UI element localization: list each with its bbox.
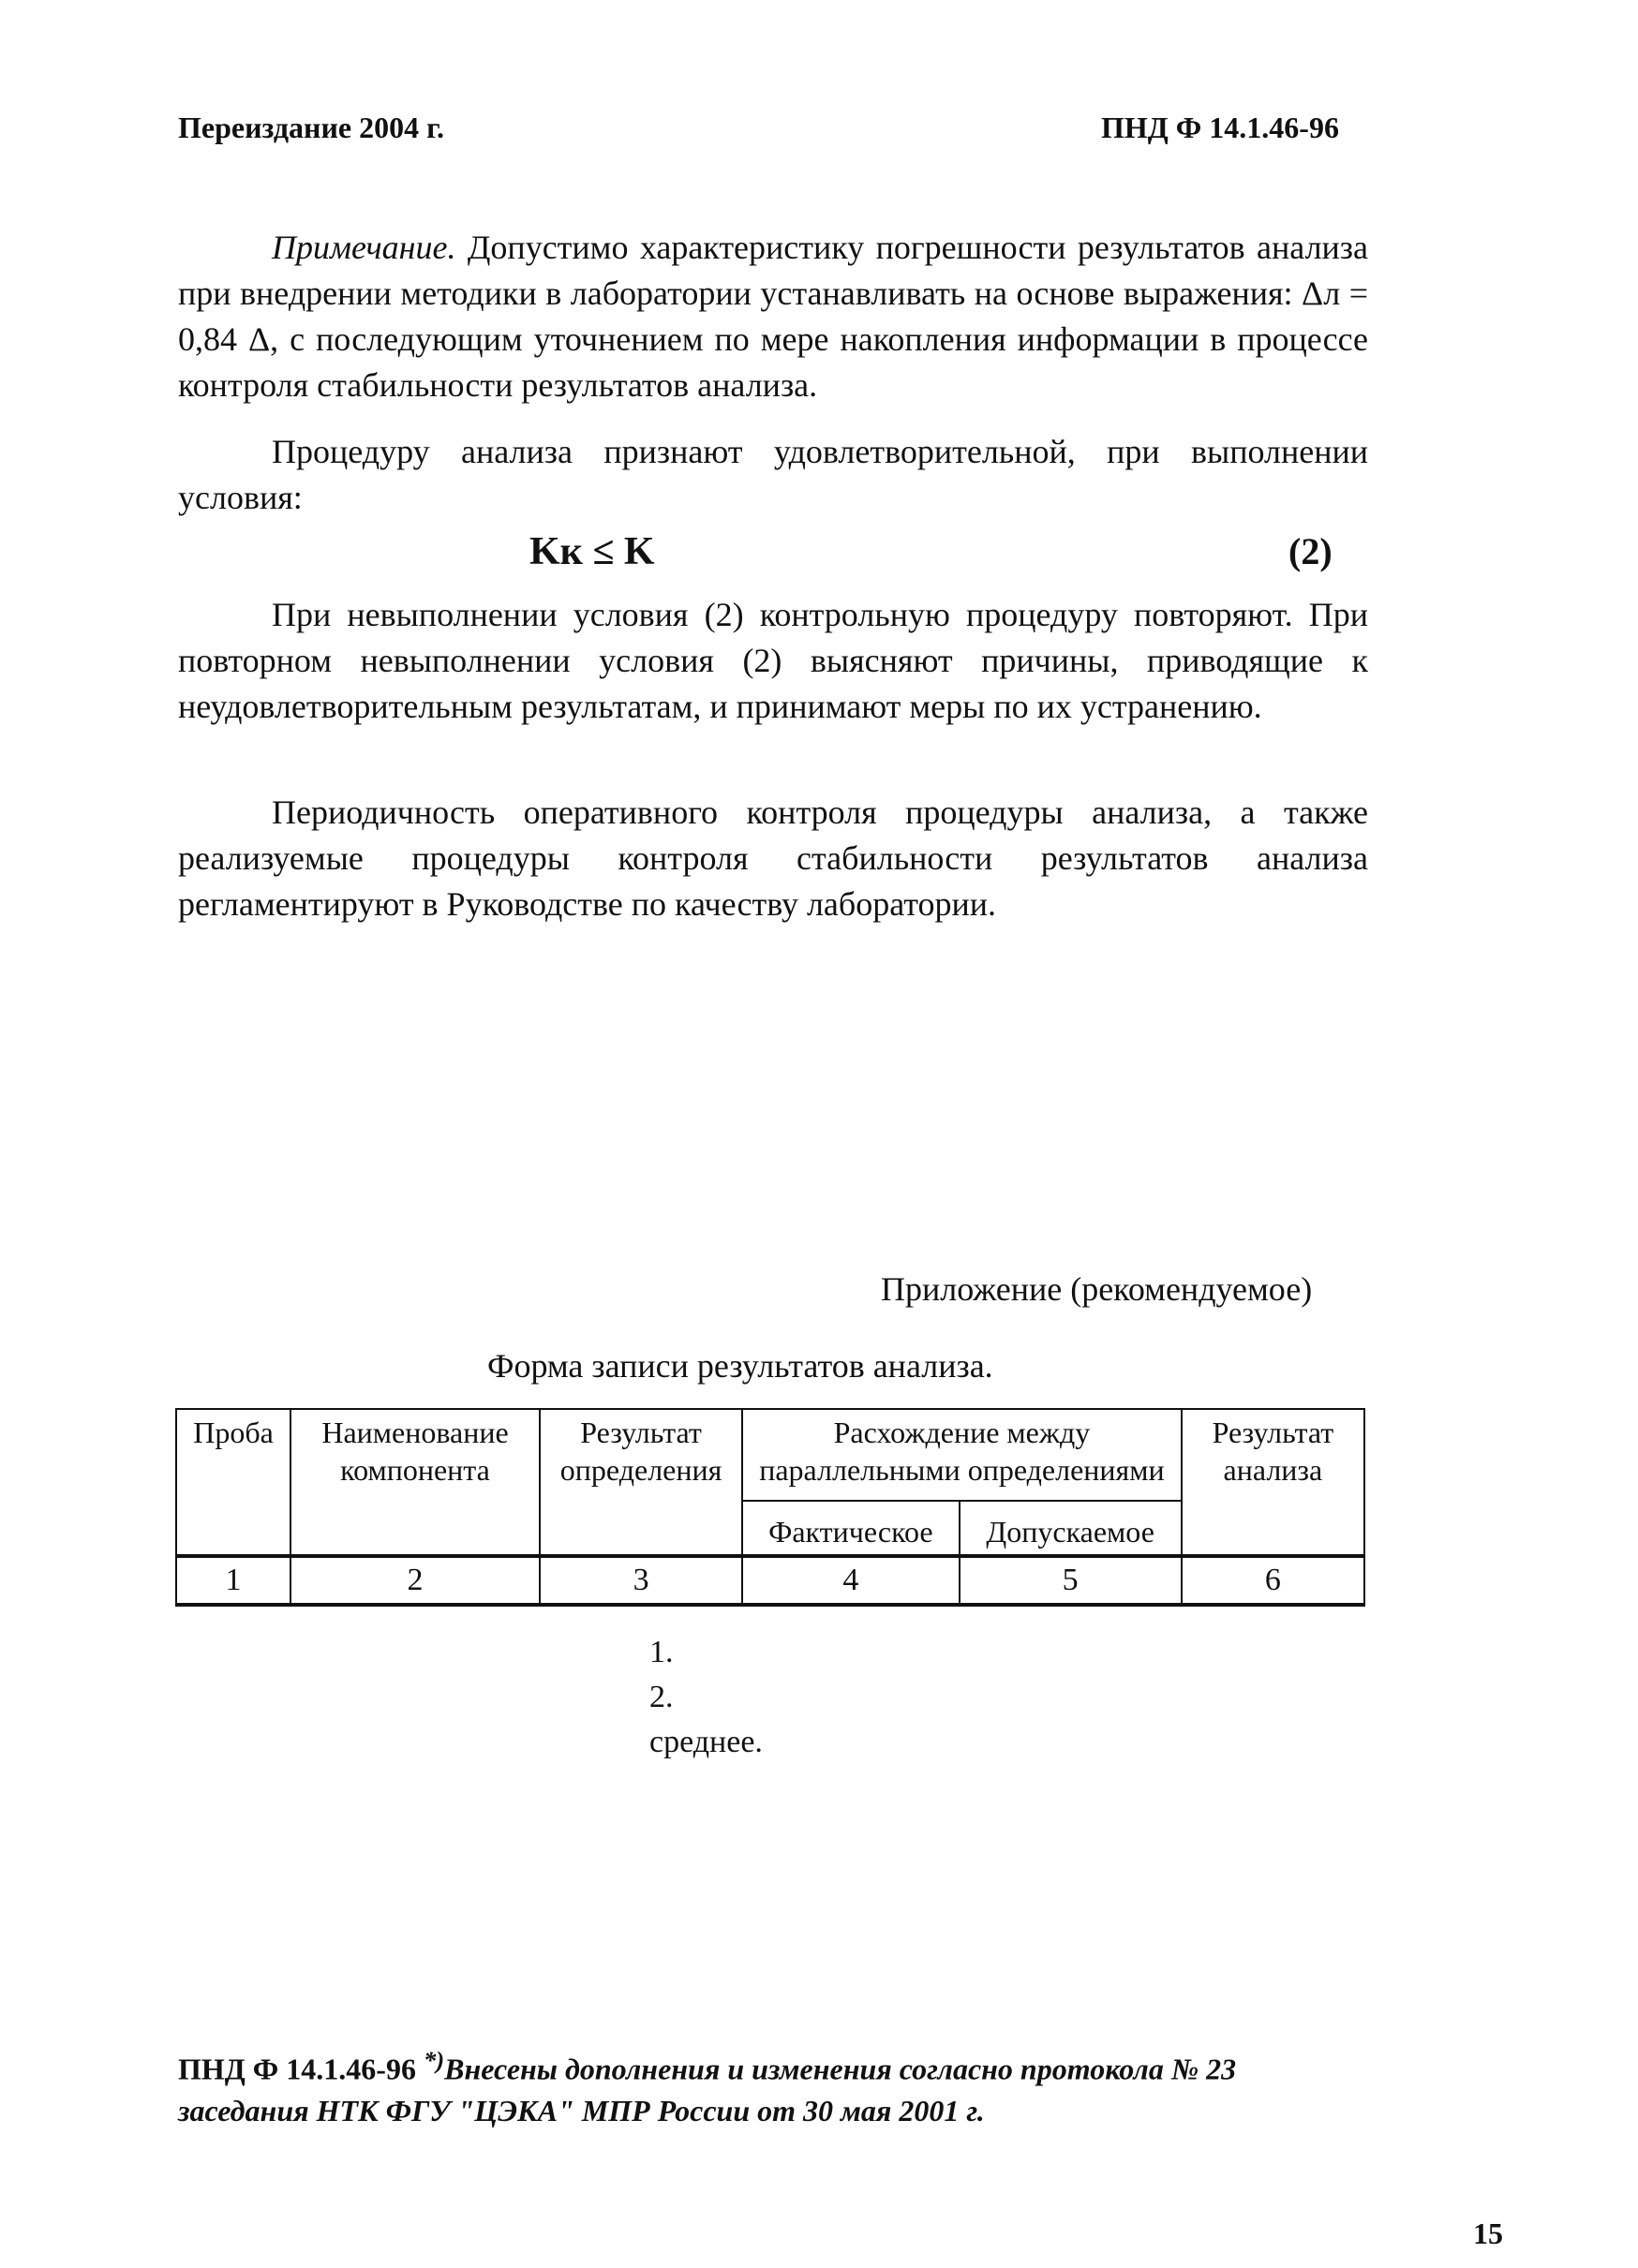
repeat-paragraph: При невыполнении условия (2) контрольную процедуру повторяют. При повторном невыполнении условия (2) выясняют причины, приводящие к неудовлетворительным результатам, и принимают меры по их устранению. xyxy=(178,596,1368,725)
results-table xyxy=(175,1408,1365,1607)
formula: Kк ≤ K xyxy=(529,530,655,573)
periodicity-paragraph: Периодичность оперативного контроля процедуры анализа, а также реализуемые процедуры контроля стабильности результатов анализа регламентируют в Руководстве по качеству лаборатории. xyxy=(178,793,1368,923)
column-number: 6 xyxy=(1182,1556,1364,1605)
header-determination: Результат определения xyxy=(540,1409,742,1556)
footnote xyxy=(178,2039,1368,2131)
column-number: 4 xyxy=(742,1556,959,1605)
footnote-text: Внесены дополнения и изменения согласно протокола № 23 заседания НТК ФГУ "ЦЭКА" МПР России от 30 мая 2001 г. xyxy=(178,2052,1237,2127)
table-header-row xyxy=(176,1409,1364,1501)
row-label: 1. xyxy=(649,1635,674,1669)
footnote-code: ПНД Ф 14.1.46-96 xyxy=(178,2052,424,2086)
form-title: Форма записи результатов анализа. xyxy=(487,1347,993,1385)
table-number-row xyxy=(176,1556,1364,1605)
formula-number: (2) xyxy=(1288,530,1333,572)
header-discrepancy: Расхождение между параллельными определениями xyxy=(742,1409,1182,1501)
page-number: 15 xyxy=(1473,2216,1503,2250)
note-label: Примечание. xyxy=(272,229,456,266)
header-actual: Фактическое xyxy=(742,1501,959,1556)
condition-paragraph: Процедуру анализа признают удовлетворительной, при выполнении условия: xyxy=(178,433,1368,516)
header-allowed: Допускаемое xyxy=(960,1501,1182,1556)
header-component: Наименование компонента xyxy=(290,1409,540,1556)
determination-rows xyxy=(649,1630,763,1765)
column-number: 5 xyxy=(960,1556,1182,1605)
column-number: 3 xyxy=(540,1556,742,1605)
column-number: 2 xyxy=(290,1556,540,1605)
header-result: Результат анализа xyxy=(1182,1409,1364,1556)
appendix-label: Приложение (рекомендуемое) xyxy=(881,1270,1313,1308)
footnote-marker: *) xyxy=(423,2046,445,2074)
header-sample: Проба xyxy=(176,1409,290,1556)
document-code: ПНД Ф 14.1.46-96 xyxy=(1101,111,1339,144)
row-label: 2. xyxy=(649,1680,674,1714)
note-paragraph xyxy=(178,225,1368,408)
reprint-year: Переиздание 2004 г. xyxy=(178,111,444,144)
row-label: среднее. xyxy=(649,1725,763,1759)
column-number: 1 xyxy=(176,1556,290,1605)
note-text: Допустимо характеристику погрешности результатов анализа при внедрении методики в лаборатории устанавливать на основе выражения: Δл = 0,84 Δ, с последующим уточнением по мере накопления информации в процессе контроля стабильности результатов анализа. xyxy=(178,229,1368,404)
